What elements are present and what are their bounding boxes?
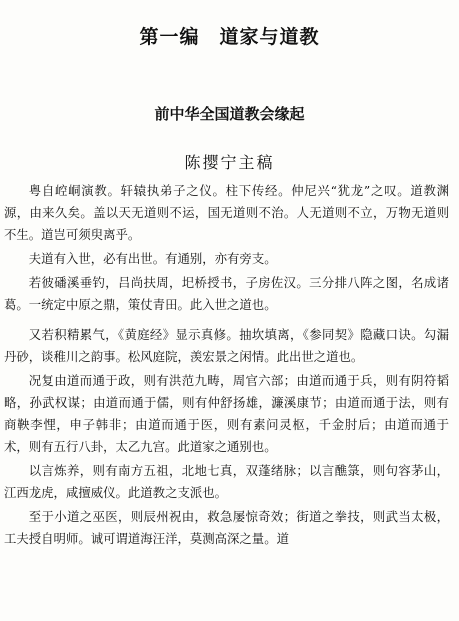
author-line: 陈撄宁主稿 [184,153,275,172]
paragraph: 至于小道之巫医，则辰州祝由，救急屡惊奇效；街道之拳技，则武当太极，工夫授自明师。诚可谓道海汪洋，莫测高深之量。道 [4,509,449,546]
part-title: 第一编 道家与道教 [139,26,320,48]
paragraph: 粤自崆峒演教。轩辕执弟子之仪。柱下传经。仲尼兴“犹龙”之叹。道教渊源，由来久矣。盖以天无道则不运，国无道则不治。人无道则不立，万物无道则不生。道岂可须臾离乎。 [4,183,449,242]
paragraph: 又若积精累气，《黄庭经》显示真修。抽坎填离，《参同契》隐藏口诀。勾漏丹砂，谈稚川之韵事。松风庭院，羡宏景之闲情。此出世之道也。 [4,327,449,364]
paragraph: 夫道有入世，必有出世。有通别，亦有旁支。 [28,251,277,266]
article-body [4,180,449,552]
paragraph: 若彼磻溪垂钓，吕尚扶周，圯桥授书，子房佐汉。三分排八阵之图，名成诸葛。一统定中原之鼎，策仗青田。此入世之道也。 [4,275,449,312]
paragraph: 况复由道而通于政，则有洪范九畴，周官六部；由道而通于兵，则有阴符韬略，孙武权谋；由道而通于儒，则有仲舒扬雄，濂溪康节；由道而通于法，则有商鞅李悝，申子韩非；由道而通于医，则有素问灵枢，千金肘后；由道而通于术，则有五行八卦，太乙九宫。此道家之通别也。 [4,373,449,454]
article-title: 前中华全国道教会缘起 [154,105,305,123]
paragraph: 以言炼养，则有南方五祖，北地七真，双蓬绪脉；以言醮箓，则句容茅山，江西龙虎，咸擅威仪。此道教之支派也。 [4,463,449,500]
